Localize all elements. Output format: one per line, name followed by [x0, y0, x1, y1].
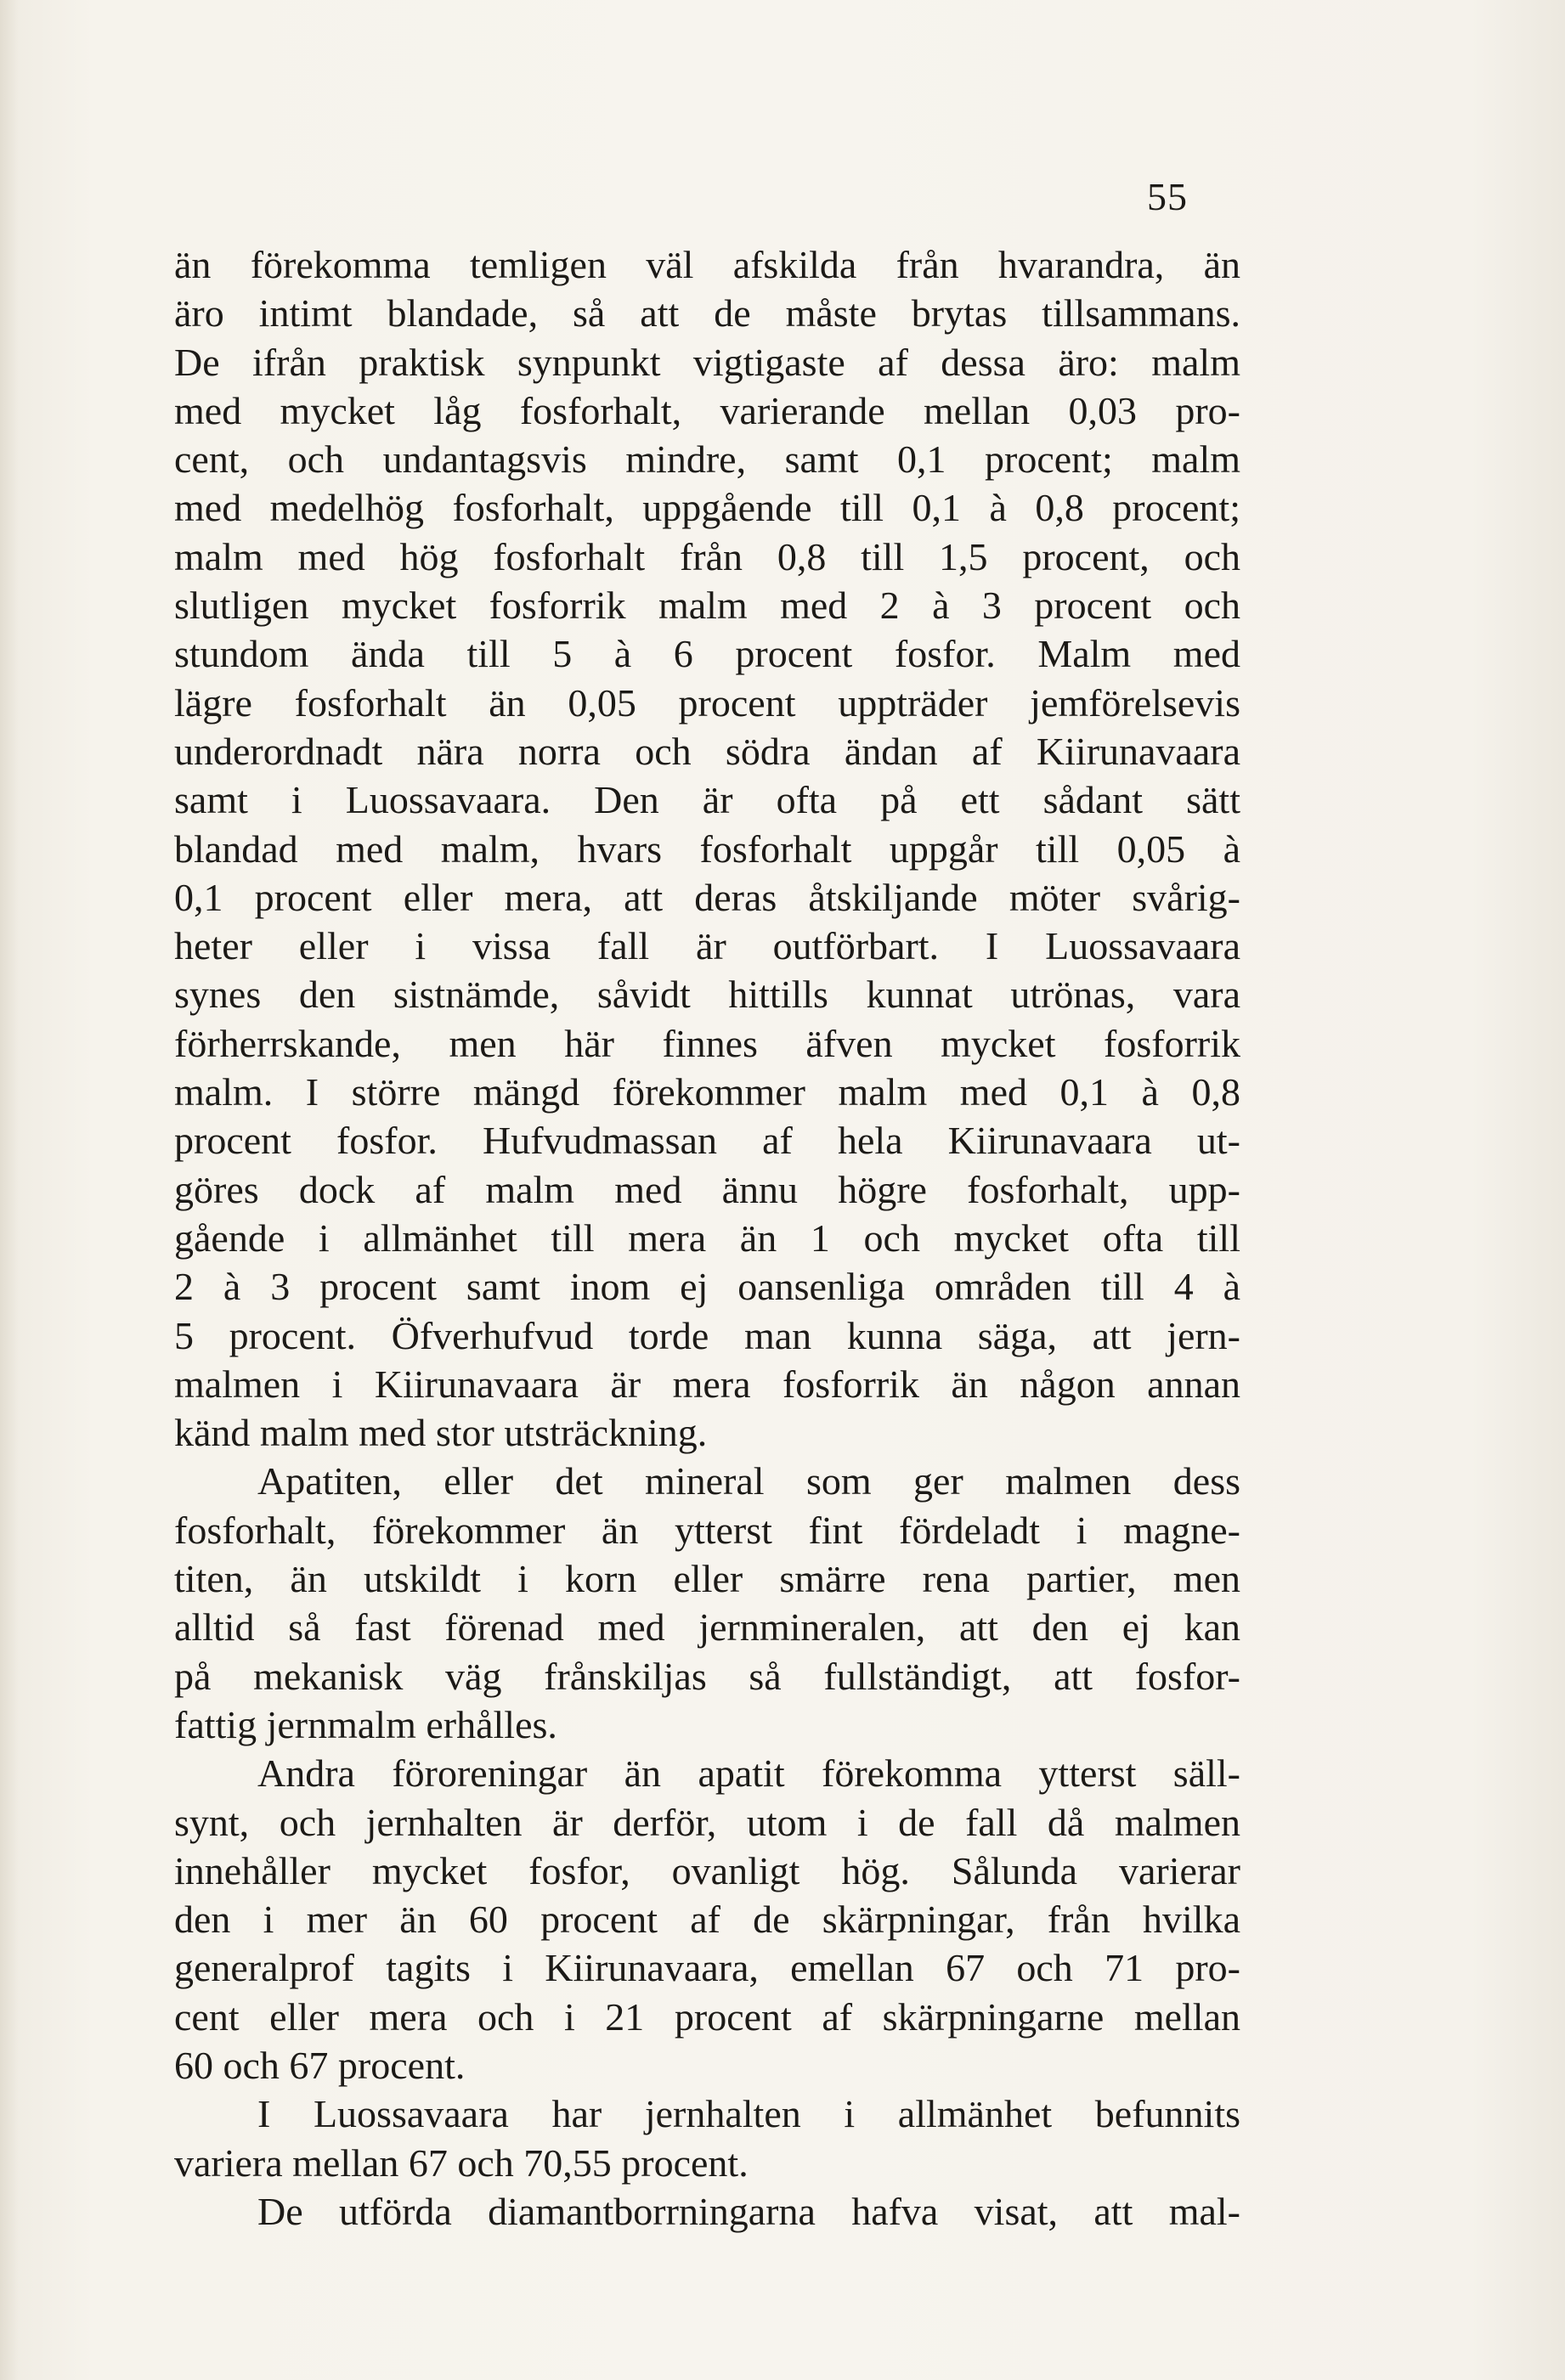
text-line: 5 procent. Öfverhufvud torde man kunna säga, att jern- — [174, 1313, 1240, 1357]
text-line: malm. I större mängd förekommer malm med 0,1 à 0,8 — [174, 1070, 1240, 1114]
text-line: lägre fosforhalt än 0,05 procent uppträder jemförelsevis — [174, 680, 1240, 725]
text-line: generalprof tagits i Kiirunavaara, emellan 67 och 71 pro- — [174, 1946, 1240, 1990]
text-line: 0,1 procent eller mera, att deras åtskiljande möter svårig- — [174, 875, 1240, 919]
text-line: Apatiten, eller det mineral som ger malmen dess — [257, 1459, 1240, 1503]
text-line: I Luossavaara har jernhalten i allmänhet befunnits — [257, 2092, 1240, 2136]
text-line: Andra föroreningar än apatit förekomma ytterst säll- — [257, 1751, 1240, 1796]
text-line: 2 à 3 procent samt inom ej oansenliga områden till 4 à — [174, 1265, 1240, 1309]
page-number: 55 — [1147, 175, 1188, 218]
text-line: titen, än utskildt i korn eller smärre rena partier, men — [174, 1557, 1240, 1601]
text-line: fosforhalt, förekommer än ytterst fint fördeladt i magne- — [174, 1508, 1240, 1552]
page-edge-shadow — [0, 0, 19, 2380]
body-text — [174, 240, 1240, 2236]
text-line: De ifrån praktisk synpunkt vigtigaste af dessa äro: malm — [174, 340, 1240, 384]
text-line: den i mer än 60 procent af de skärpningar, från hvilka — [174, 1898, 1240, 1942]
text-line: procent fosfor. Hufvudmassan af hela Kiirunavaara ut- — [174, 1119, 1240, 1163]
text-line: förherrskande, men här finnes äfven mycket fosforrik — [174, 1021, 1240, 1065]
text-line: underordnadt nära norra och södra ändan af Kiirunavaara — [174, 729, 1240, 773]
text-line: malmen i Kiirunavaara är mera fosforrik än någon annan — [174, 1362, 1240, 1406]
text-line: på mekanisk väg frånskiljas så fullständigt, att fosfor- — [174, 1654, 1240, 1698]
text-line: än förekomma temligen väl afskilda från hvarandra, än — [174, 243, 1240, 286]
text-line: gående i allmänhet till mera än 1 och mycket ofta till — [174, 1215, 1240, 1260]
text-line: 60 och 67 procent. — [174, 2043, 466, 2087]
text-line: känd malm med stor utsträckning. — [174, 1411, 708, 1455]
text-line: stundom ända till 5 à 6 procent fosfor. Malm med — [174, 632, 1240, 676]
text-line: synt, och jernhalten är derför, utom i de fall då malmen — [174, 1800, 1240, 1844]
text-line: synes den sistnämde, såvidt hittills kunnat utrönas, vara — [174, 973, 1240, 1017]
text-line: äro intimt blandade, så att de måste brytas tillsammans. — [174, 291, 1240, 336]
text-line: med medelhög fosforhalt, uppgående till 0,1 à 0,8 procent; — [174, 486, 1240, 530]
text-line: blandad med malm, hvars fosforhalt uppgår till 0,05 à — [174, 826, 1240, 871]
text-line: göres dock af malm med ännu högre fosforhalt, upp- — [174, 1167, 1240, 1211]
text-line: samt i Luossavaara. Den är ofta på ett sådant sätt — [174, 778, 1240, 822]
text-line: malm med hög fosforhalt från 0,8 till 1,5 procent, och — [174, 534, 1240, 578]
text-line: heter eller i vissa fall är outförbart. I Luossavaara — [174, 924, 1240, 968]
text-line: De utförda diamantborrningarna hafva visat, att mal- — [257, 2189, 1240, 2233]
text-line: variera mellan 67 och 70,55 procent. — [174, 2140, 749, 2185]
text-line: fattig jernmalm erhålles. — [174, 1702, 557, 1746]
text-line: med mycket låg fosforhalt, varierande mellan 0,03 pro- — [174, 388, 1240, 432]
text-line: cent eller mera och i 21 procent af skärpningarne mellan — [174, 1994, 1240, 2039]
text-line: alltid så fast förenad med jernmineralen, att den ej kan — [174, 1605, 1240, 1650]
text-line: slutligen mycket fosforrik malm med 2 à 3 procent och — [174, 584, 1240, 628]
text-line: innehåller mycket fosfor, ovanligt hög. Sålunda varierar — [174, 1848, 1240, 1892]
text-line: cent, och undantagsvis mindre, samt 0,1 procent; malm — [174, 437, 1240, 482]
